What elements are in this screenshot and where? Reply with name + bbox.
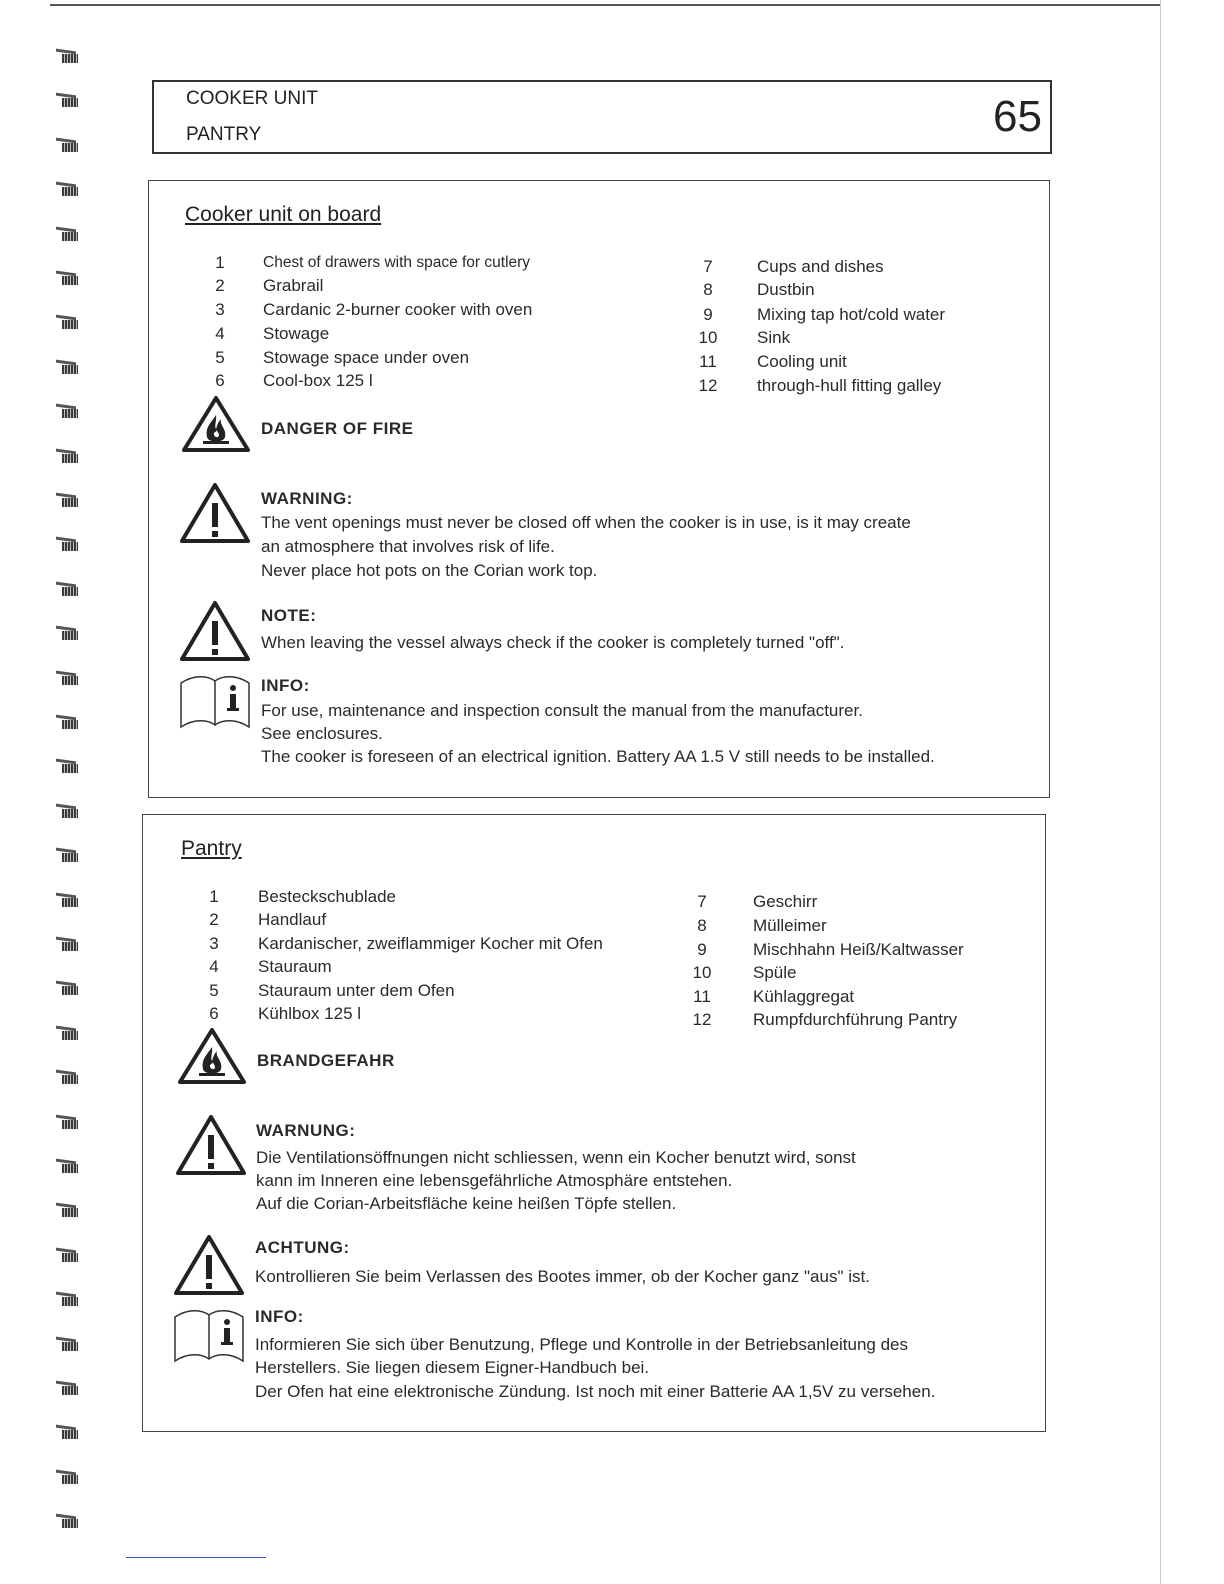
item-text: Cups and dishes (757, 257, 884, 276)
section-title: Pantry (181, 837, 242, 860)
spiral-ring (54, 1071, 78, 1085)
item-number: 3 (215, 300, 225, 319)
item-number: 2 (209, 910, 219, 929)
spiral-ring (54, 627, 78, 641)
top-border-line (50, 4, 1160, 6)
item-text: Mischhahn Heiß/Kaltwasser (753, 940, 964, 959)
item-number: 12 (692, 1010, 712, 1029)
page-header (152, 80, 1052, 154)
item-text: Mixing tap hot/cold water (757, 305, 946, 324)
item-number: 10 (692, 963, 712, 982)
warning-heading: WARNUNG: (256, 1121, 356, 1140)
spiral-ring (54, 538, 78, 552)
spiral-ring (54, 1027, 78, 1041)
item-text: Kühlbox 125 l (258, 1004, 362, 1023)
warning-line: an atmosphere that involves risk of life. (261, 537, 555, 556)
exclamation-warning-icon (179, 481, 251, 545)
item-text: Kühlaggregat (753, 987, 855, 1006)
item-number: 5 (215, 348, 225, 367)
fire-warning-icon (181, 395, 251, 453)
fire-label: BRANDGEFAHR (257, 1051, 395, 1070)
spiral-ring (54, 982, 78, 996)
info-line: Informieren Sie sich über Benutzung, Pflege und Kontrolle in der Betriebsanleitung des (255, 1335, 909, 1354)
warning-line: Never place hot pots on the Corian work top. (261, 561, 598, 580)
item-number: 8 (697, 916, 707, 935)
warning-line: Die Ventilationsöffnungen nicht schliessen, wenn ein Kocher benutzt wird, sonst (256, 1148, 856, 1167)
item-number: 11 (699, 352, 717, 371)
spiral-ring (54, 672, 78, 686)
item-text: Grabrail (263, 276, 324, 295)
item-text: Cooling unit (757, 352, 847, 371)
page-number: 65 (993, 92, 1042, 141)
item-text: Stowage space under oven (263, 348, 470, 367)
spiral-ring (54, 583, 78, 597)
fire-warning-icon (177, 1027, 247, 1085)
item-number: 2 (215, 276, 225, 295)
item-text: Stowage (263, 324, 330, 343)
item-number: 5 (209, 981, 219, 1000)
info-line: Der Ofen hat eine elektronische Zündung. Ist noch mit einer Batterie AA 1,5V zu versehen. (255, 1382, 936, 1401)
item-number: 4 (215, 324, 225, 343)
item-text: Handlauf (258, 910, 327, 929)
item-text: Chest of drawers with space for cutlery (263, 254, 531, 271)
fire-label: DANGER OF FIRE (261, 419, 414, 438)
item-number: 4 (209, 957, 219, 976)
spiral-ring (54, 405, 78, 419)
section-title: Cooker unit on board (185, 203, 382, 226)
spiral-ring (54, 361, 78, 375)
item-text: Sink (757, 328, 791, 347)
warning-heading: WARNING: (261, 489, 353, 508)
spiral-ring (54, 1515, 78, 1529)
spiral-ring (54, 1204, 78, 1218)
spiral-ring (54, 849, 78, 863)
spiral-ring (54, 494, 78, 508)
item-text: Stauraum (258, 957, 332, 976)
item-number: 6 (215, 371, 225, 390)
spiral-ring (54, 760, 78, 774)
item-text: Geschirr (753, 892, 818, 911)
item-number: 11 (693, 987, 711, 1006)
spiral-ring (54, 316, 78, 330)
item-text: Cardanic 2-burner cooker with oven (263, 300, 533, 319)
spiral-ring (54, 1160, 78, 1174)
warning-line: Auf die Corian-Arbeitsfläche keine heißen Töpfe stellen. (256, 1194, 677, 1213)
spiral-ring (54, 228, 78, 242)
header-title-pantry: PANTRY (186, 124, 262, 145)
item-text: Kardanischer, zweiflammiger Kocher mit Ofen (258, 934, 603, 953)
item-text: Cool-box 125 l (263, 371, 373, 390)
item-text: Stauraum unter dem Ofen (258, 981, 455, 1000)
note-line: When leaving the vessel always check if the cooker is completely turned "off". (261, 633, 845, 652)
item-text: Besteckschublade (258, 887, 396, 906)
spiral-ring (54, 1382, 78, 1396)
warning-line: The vent openings must never be closed off when the cooker is in use, is it may create (261, 513, 911, 532)
info-heading: INFO: (261, 676, 310, 695)
info-book-icon (177, 673, 253, 731)
note-heading: NOTE: (261, 606, 317, 625)
spiral-ring (54, 50, 78, 64)
section-english (148, 180, 1050, 798)
item-text: Spüle (753, 963, 797, 982)
item-number: 9 (697, 940, 707, 959)
item-number: 3 (209, 934, 219, 953)
spiral-ring (54, 1249, 78, 1263)
spiral-ring (54, 938, 78, 952)
item-number: 12 (698, 376, 718, 395)
spiral-ring (54, 272, 78, 286)
exclamation-warning-icon (175, 1113, 247, 1177)
item-number: 1 (215, 253, 225, 272)
spiral-ring (54, 1116, 78, 1130)
info-heading: INFO: (255, 1307, 304, 1326)
item-text: Mülleimer (753, 916, 827, 935)
spiral-ring (54, 1293, 78, 1307)
item-number: 1 (209, 887, 219, 906)
spiral-ring (54, 139, 78, 153)
spiral-ring (54, 1338, 78, 1352)
item-number: 6 (209, 1004, 219, 1023)
spiral-ring (54, 450, 78, 464)
exclamation-warning-icon (173, 1233, 245, 1297)
note-heading: ACHTUNG: (255, 1238, 350, 1257)
item-text: Dustbin (757, 280, 815, 299)
note-line: Kontrollieren Sie beim Verlassen des Bootes immer, ob der Kocher ganz "aus" ist. (255, 1267, 870, 1286)
spiral-ring (54, 1426, 78, 1440)
info-line: Herstellers. Sie liegen diesem Eigner-Handbuch bei. (255, 1358, 650, 1377)
spiral-ring (54, 183, 78, 197)
item-number: 8 (703, 280, 713, 299)
spiral-ring (54, 716, 78, 730)
info-book-icon (171, 1307, 247, 1365)
spiral-ring (54, 805, 78, 819)
spiral-ring (54, 894, 78, 908)
item-text: through-hull fitting galley (757, 376, 942, 395)
exclamation-warning-icon (179, 599, 251, 663)
footer-rule (126, 1557, 266, 1558)
info-line: For use, maintenance and inspection consult the manual from the manufacturer. (261, 701, 863, 720)
item-number: 9 (703, 305, 713, 324)
item-number: 10 (698, 328, 718, 347)
spiral-ring (54, 1471, 78, 1485)
section-german (142, 814, 1046, 1432)
header-title-cooker-unit: COOKER UNIT (186, 88, 318, 109)
info-line: See enclosures. (261, 724, 383, 743)
item-number: 7 (697, 892, 707, 911)
item-text: Rumpfdurchführung Pantry (753, 1010, 958, 1029)
spiral-ring (54, 94, 78, 108)
info-line: The cooker is foreseen of an electrical ignition. Battery AA 1.5 V still needs to be installed. (261, 747, 935, 766)
page-right-edge (1160, 0, 1161, 1584)
item-number: 7 (703, 257, 713, 276)
warning-line: kann im Inneren eine lebensgefährliche Atmosphäre entstehen. (256, 1171, 733, 1190)
